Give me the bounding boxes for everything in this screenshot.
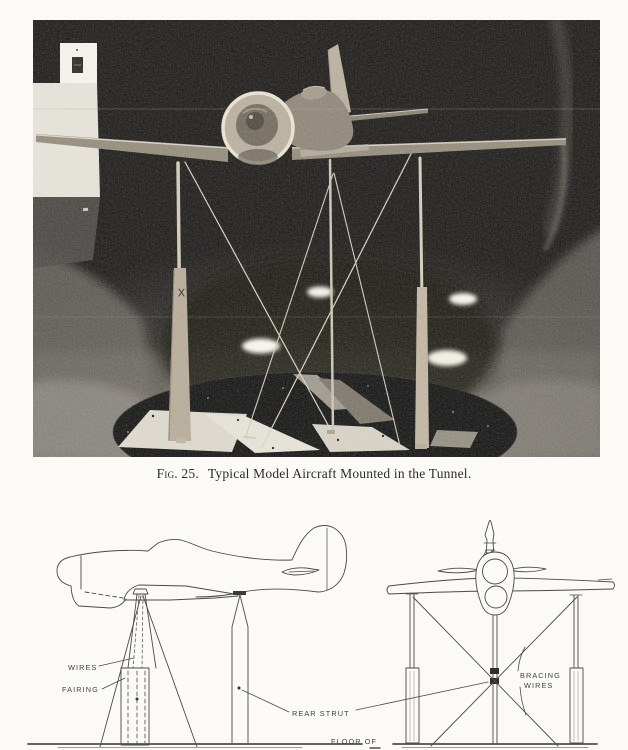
tailplane-front [438,568,479,573]
mounting-diagram [0,505,628,750]
leader-lines [99,647,526,715]
front-view-aircraft [387,521,615,616]
fuselage-front [476,552,514,615]
label-bracing-wires: WIRES [524,681,554,690]
main-strut-left [410,594,414,668]
rear-strut-outline [232,595,248,743]
figure-caption [0,466,628,482]
label-fairing: FAIRING [62,685,99,694]
main-strut-right [574,595,578,668]
side-view-aircraft [57,526,347,609]
label-rear-strut: REAR STRUT [292,709,350,718]
label-floor-of: FLOOR OF [331,737,378,746]
floor-lines [28,744,597,748]
label-wires: WIRES [68,663,98,672]
figure-caption-text: Typical Model Aircraft Mounted in the Tunnel. [207,466,472,481]
front-view-mounting [406,594,583,746]
photo-grain [33,20,600,457]
side-view-mounting [100,589,248,747]
label-bracing: BRACING [520,671,561,680]
figure-number: Fig. 25. [156,466,199,481]
wind-tunnel-photo [33,20,600,457]
